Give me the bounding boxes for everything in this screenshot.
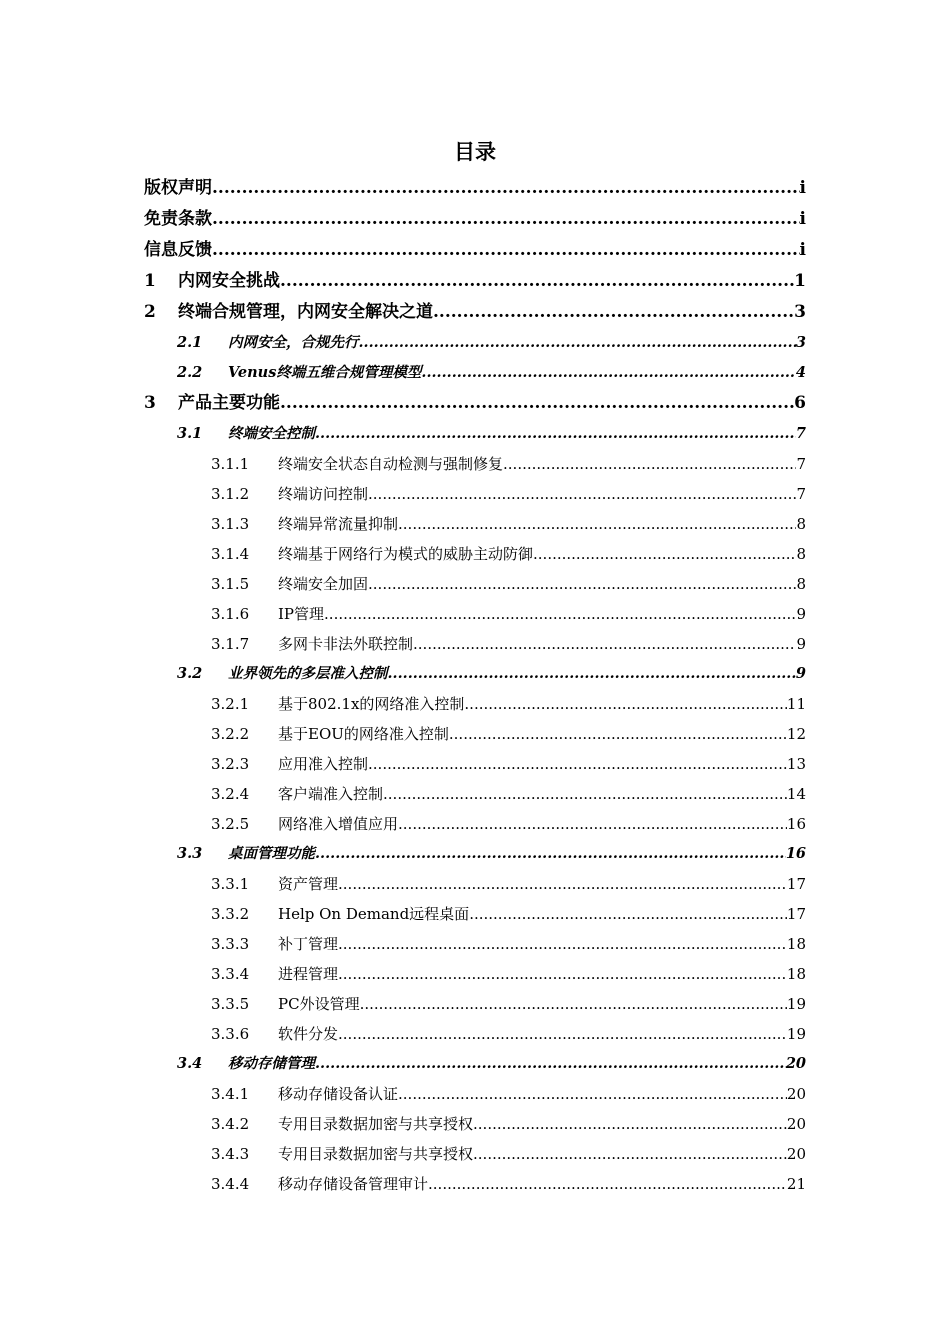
toc-entry-number: 3.4 (177, 1055, 203, 1072)
toc-entry-number: 3.2.3 (211, 755, 250, 773)
toc-entry-title: 终端异常流量抑制 (278, 515, 399, 533)
toc-entry-title: 终端基于网络行为模式的威胁主动防御 (278, 545, 534, 563)
dot-leader (212, 235, 800, 266)
toc-entry-title: IP管理 (278, 605, 325, 623)
toc-entry-subsection[interactable] (144, 719, 806, 749)
toc-entry-number: 3 (144, 393, 156, 413)
toc-entry-title: 移动存储设备管理审计 (278, 1175, 429, 1193)
toc-entry-number: 3.1.4 (211, 545, 250, 563)
toc-entry-subsection[interactable] (144, 689, 806, 719)
toc-entry-subsection[interactable] (144, 1139, 806, 1169)
toc-entry-page: 1 (794, 271, 806, 291)
dot-leader (473, 1109, 787, 1139)
toc-entry-subsection[interactable] (144, 779, 806, 809)
toc-entry-title: 专用目录数据加密与共享授权 (278, 1115, 474, 1133)
toc-entry-title: 桌面管理功能 (228, 845, 315, 862)
toc-entry-title: 移动存储管理 (228, 1055, 315, 1072)
toc-entry-page: 9 (796, 635, 806, 653)
toc-entry-title: 专用目录数据加密与共享授权 (278, 1145, 474, 1163)
toc-entry-subsection[interactable] (144, 869, 806, 899)
toc-entry-subsection[interactable] (144, 629, 806, 659)
dot-leader (398, 509, 796, 539)
toc-entry-title: 信息反馈 (144, 240, 212, 260)
dot-leader (398, 809, 787, 839)
toc-entry-page: 19 (786, 995, 806, 1013)
toc-entry-subsection[interactable] (144, 449, 806, 479)
toc-entry-chapter[interactable] (144, 266, 806, 297)
dot-leader (360, 989, 787, 1019)
toc-entry-title: 客户端准入控制 (278, 785, 384, 803)
toc-entry-number: 3.2.4 (211, 785, 250, 803)
toc-entry-page: 14 (786, 785, 806, 803)
dot-leader (388, 659, 796, 689)
toc-entry-number: 3.3.1 (211, 875, 250, 893)
toc-entry-number: 3.2.5 (211, 815, 250, 833)
toc-entry-subsection[interactable] (144, 959, 806, 989)
toc-entry-page: 4 (795, 364, 806, 381)
toc-entry-page: 18 (786, 935, 806, 953)
toc-entry-page: 18 (786, 965, 806, 983)
toc-entry-page: 11 (786, 695, 806, 713)
toc-entry-page: 17 (786, 905, 806, 923)
toc-entry-subsection[interactable] (144, 539, 806, 569)
toc-entry-number: 3.1.1 (211, 455, 250, 473)
toc-entry-page: 3 (795, 334, 806, 351)
toc-entry-subsection[interactable] (144, 749, 806, 779)
toc-entry-number: 3.4.4 (211, 1175, 250, 1193)
toc-entry-number: 2.1 (177, 334, 203, 351)
toc-entry-subsection[interactable] (144, 599, 806, 629)
dot-leader (324, 599, 796, 629)
dot-leader (212, 204, 800, 235)
toc-entry-title: Venus终端五维合规管理模型 (228, 364, 422, 381)
dot-leader (359, 328, 796, 358)
toc-entry-chapter[interactable] (144, 388, 806, 419)
dot-leader (473, 1139, 787, 1169)
toc-entry-title: Help On Demand远程桌面 (278, 905, 470, 923)
toc-entry-title: 内网安全挑战 (178, 271, 280, 291)
toc-entry-page: 7 (795, 425, 806, 442)
toc-entry-number: 3.4.1 (211, 1085, 250, 1103)
table-of-contents (144, 173, 806, 1199)
dot-leader (368, 479, 796, 509)
dot-leader (280, 388, 794, 419)
dot-leader (368, 569, 796, 599)
toc-entry-title: 应用准入控制 (278, 755, 369, 773)
toc-entry-subsection[interactable] (144, 509, 806, 539)
toc-entry-subsection[interactable] (144, 1079, 806, 1109)
toc-entry-title: 移动存储设备认证 (278, 1085, 399, 1103)
toc-entry-page: 20 (786, 1145, 806, 1163)
toc-entry-number: 3.1 (177, 425, 203, 442)
toc-entry-subsection[interactable] (144, 809, 806, 839)
toc-entry-title: 终端安全加固 (278, 575, 369, 593)
toc-entry-page: 7 (796, 485, 806, 503)
toc-entry-title: 版权声明 (144, 178, 212, 198)
toc-entry-page: 7 (796, 455, 806, 473)
toc-entry-subsection[interactable] (144, 989, 806, 1019)
toc-entry-title: 基于802.1x的网络准入控制 (278, 695, 465, 713)
toc-entry-page: 20 (785, 1055, 806, 1072)
toc-entry-title: 业界领先的多层准入控制 (228, 665, 388, 682)
dot-leader (280, 266, 794, 297)
dot-leader (413, 629, 796, 659)
toc-entry-number: 3.2.1 (211, 695, 250, 713)
toc-entry-page: 8 (796, 575, 806, 593)
toc-entry-subsection[interactable] (144, 1019, 806, 1049)
toc-entry-number: 3.1.7 (211, 635, 250, 653)
toc-entry-page: 16 (785, 845, 806, 862)
toc-entry-subsection[interactable] (144, 1169, 806, 1199)
toc-entry-number: 3.4.2 (211, 1115, 250, 1133)
toc-entry-number: 3.1.2 (211, 485, 250, 503)
toc-entry-page: 6 (794, 393, 806, 413)
toc-entry-subsection[interactable] (144, 479, 806, 509)
toc-entry-page: 20 (786, 1085, 806, 1103)
toc-entry-number: 2 (144, 302, 156, 322)
toc-entry-section[interactable] (144, 839, 806, 869)
dot-leader (212, 173, 800, 204)
toc-entry-section[interactable] (144, 659, 806, 689)
toc-entry-page: 8 (796, 545, 806, 563)
toc-entry-page: 21 (786, 1175, 806, 1193)
toc-entry-title: 基于EOU的网络准入控制 (278, 725, 449, 743)
toc-entry-page: 16 (786, 815, 806, 833)
toc-entry-title: 产品主要功能 (178, 393, 280, 413)
dot-leader (503, 449, 796, 479)
toc-entry-title: PC外设管理 (278, 995, 360, 1013)
toc-entry-front-matter[interactable] (144, 204, 806, 235)
toc-entry-title: 内网安全，合规先行 (228, 334, 359, 351)
toc-entry-subsection[interactable] (144, 1109, 806, 1139)
toc-entry-section[interactable] (144, 419, 806, 449)
toc-entry-number: 3.3 (177, 845, 203, 862)
toc-entry-page: 13 (786, 755, 806, 773)
dot-leader (428, 1169, 787, 1199)
toc-entry-title: 进程管理 (278, 965, 339, 983)
dot-leader (383, 779, 787, 809)
toc-entry-section[interactable] (144, 358, 806, 388)
dot-leader (398, 1079, 787, 1109)
toc-entry-title: 补丁管理 (278, 935, 339, 953)
toc-entry-chapter[interactable] (144, 297, 806, 328)
toc-entry-subsection[interactable] (144, 929, 806, 959)
dot-leader (368, 749, 787, 779)
toc-entry-page: i (799, 178, 806, 198)
toc-entry-page: 9 (796, 605, 806, 623)
dot-leader (338, 1019, 787, 1049)
toc-entry-number: 3.2.2 (211, 725, 250, 743)
toc-entry-page: i (799, 209, 806, 229)
toc-entry-number: 3.3.3 (211, 935, 250, 953)
toc-entry-section[interactable] (144, 328, 806, 358)
toc-entry-section[interactable] (144, 1049, 806, 1079)
toc-entry-number: 3.2 (177, 665, 203, 682)
toc-entry-title: 网络准入增值应用 (278, 815, 399, 833)
dot-leader (533, 539, 796, 569)
toc-entry-title: 终端合规管理，内网安全解决之道 (178, 302, 433, 322)
dot-leader (315, 419, 796, 449)
toc-entry-subsection[interactable] (144, 899, 806, 929)
dot-leader (338, 929, 787, 959)
toc-entry-page: 8 (796, 515, 806, 533)
toc-entry-number: 1 (144, 271, 156, 291)
toc-entry-front-matter[interactable] (144, 173, 806, 204)
dot-leader (433, 297, 794, 328)
toc-entry-number: 3.1.6 (211, 605, 250, 623)
toc-entry-subsection[interactable] (144, 569, 806, 599)
toc-title: 目录 (454, 139, 496, 164)
toc-entry-number: 3.3.5 (211, 995, 250, 1013)
dot-leader (315, 1049, 786, 1079)
toc-entry-title: 终端安全状态自动检测与强制修复 (278, 455, 504, 473)
toc-entry-page: i (799, 240, 806, 260)
toc-entry-number: 3.3.6 (211, 1025, 250, 1043)
toc-entry-number: 2.2 (177, 364, 203, 381)
toc-entry-page: 19 (786, 1025, 806, 1043)
toc-entry-title: 终端访问控制 (278, 485, 369, 503)
toc-entry-title: 终端安全控制 (228, 425, 315, 442)
toc-entry-page: 3 (794, 302, 806, 322)
toc-entry-title: 多网卡非法外联控制 (278, 635, 414, 653)
toc-entry-front-matter[interactable] (144, 235, 806, 266)
toc-entry-number: 3.4.3 (211, 1145, 250, 1163)
toc-entry-page: 9 (795, 665, 806, 682)
toc-entry-title: 软件分发 (278, 1025, 339, 1043)
dot-leader (421, 358, 796, 388)
dot-leader (315, 839, 786, 869)
toc-entry-page: 20 (786, 1115, 806, 1133)
toc-entry-number: 3.1.3 (211, 515, 250, 533)
toc-entry-number: 3.1.5 (211, 575, 250, 593)
toc-entry-page: 17 (786, 875, 806, 893)
toc-entry-page: 12 (786, 725, 806, 743)
dot-leader (469, 899, 787, 929)
dot-leader (449, 719, 787, 749)
toc-entry-title: 资产管理 (278, 875, 339, 893)
toc-entry-number: 3.3.2 (211, 905, 250, 923)
dot-leader (338, 869, 787, 899)
dot-leader (464, 689, 787, 719)
dot-leader (338, 959, 787, 989)
toc-entry-number: 3.3.4 (211, 965, 250, 983)
toc-entry-title: 免责条款 (144, 209, 212, 229)
